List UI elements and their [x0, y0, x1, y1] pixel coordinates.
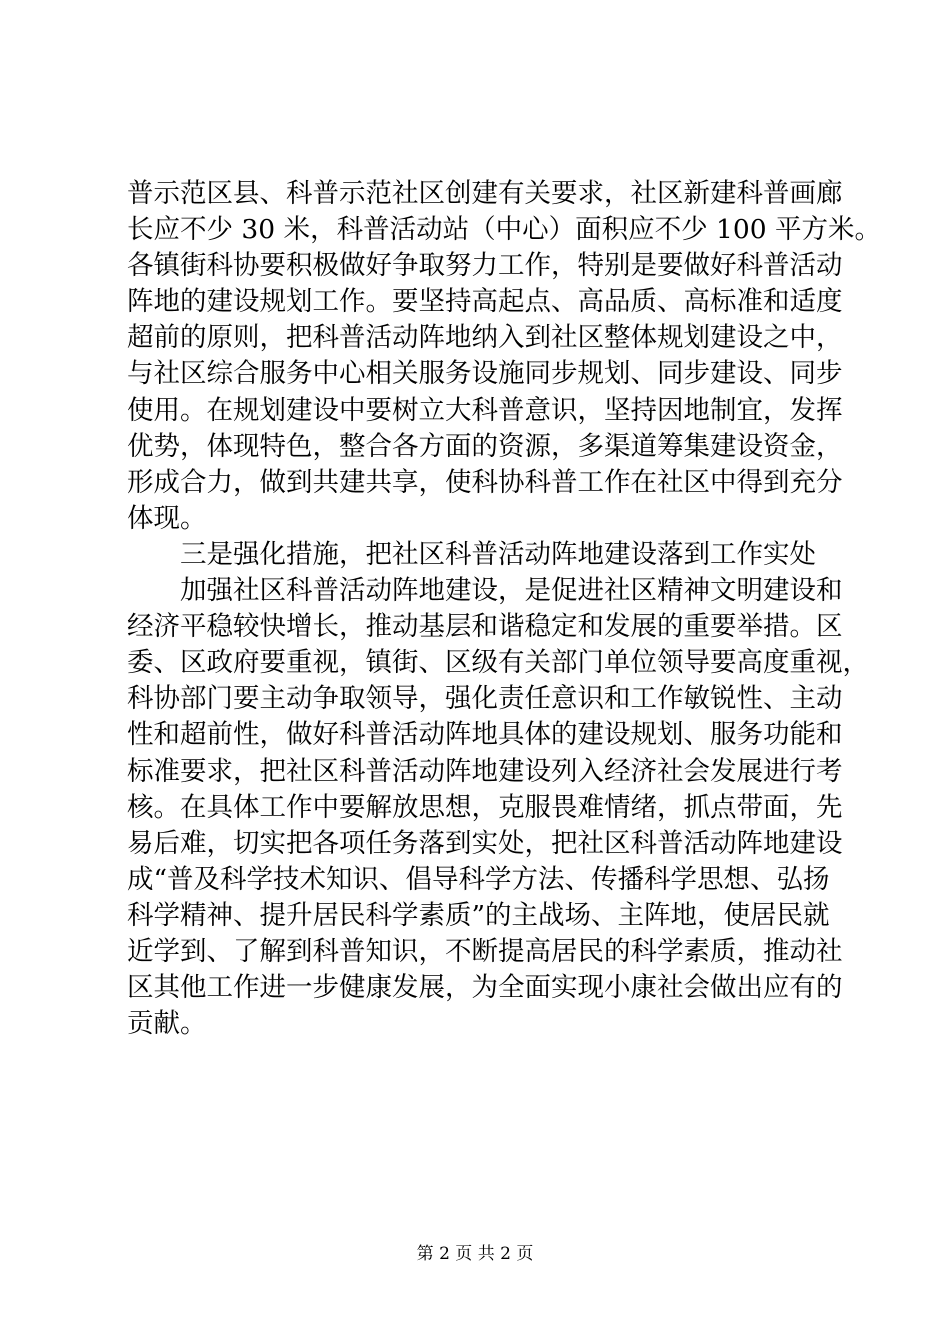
text-line: 与社区综合服务中心相关服务设施同步规划、同步建设、同步: [127, 358, 843, 390]
text-line: 近学到、了解到科普知识，不断提高居民的科学素质，推动社: [127, 935, 843, 967]
text-line: 经济平稳较快增长，推动基层和谐稳定和发展的重要举措。区: [127, 611, 843, 643]
text-line: 普示范区县、科普示范社区创建有关要求，社区新建科普画廊: [127, 178, 843, 209]
text-line: 三是强化措施，把社区科普活动阵地建设落到工作实处: [180, 538, 816, 570]
text-line: 阵地的建设规划工作。要坚持高起点、高品质、高标准和适度: [127, 286, 843, 318]
page-footer: 第 2 页 共 2 页: [416, 1244, 534, 1264]
text-line: 科学精神、提升居民科学素质”的主战场、主阵地，使居民就: [127, 899, 830, 931]
text-line: 长应不少 30 米，科普活动站（中心）面积应不少 100 平方米。: [127, 214, 881, 246]
text-line: 体现。: [127, 502, 207, 534]
text-line: 区其他工作进一步健康发展，为全面实现小康社会做出应有的: [127, 972, 843, 1004]
text-line: 委、区政府要重视，镇街、区级有关部门单位领导要高度重视，: [127, 647, 869, 679]
text-line: 贡献。: [127, 1008, 207, 1040]
text-line: 形成合力，做到共建共享，使科协科普工作在社区中得到充分: [127, 466, 843, 498]
text-line: 科协部门要主动争取领导，强化责任意识和工作敏锐性、主动: [127, 683, 843, 715]
text-line: 各镇街科协要积极做好争取努力工作，特别是要做好科普活动: [127, 250, 843, 282]
text-line: 易后难，切实把各项任务落到实处，把社区科普活动阵地建设: [127, 827, 843, 859]
text-line: 使用。在规划建设中要树立大科普意识，坚持因地制宜，发挥: [127, 394, 843, 426]
text-line: 核。在具体工作中要解放思想，克服畏难情绪，抓点带面，先: [127, 791, 843, 823]
text-line: 加强社区科普活动阵地建设，是促进社区精神文明建设和: [180, 575, 843, 607]
text-line: 超前的原则，把科普活动阵地纳入到社区整体规划建设之中，: [127, 322, 843, 354]
body-text: [127, 176, 881, 1042]
text-line: 标准要求，把社区科普活动阵地建设列入经济社会发展进行考: [127, 755, 843, 787]
text-line: 优势，体现特色，整合各方面的资源，多渠道筹集建设资金，: [127, 430, 843, 462]
text-line: 性和超前性，做好科普活动阵地具体的建设规划、服务功能和: [127, 719, 843, 751]
text-line: 成“普及科学技术知识、倡导科学方法、传播科学思想、弘扬: [127, 863, 830, 895]
